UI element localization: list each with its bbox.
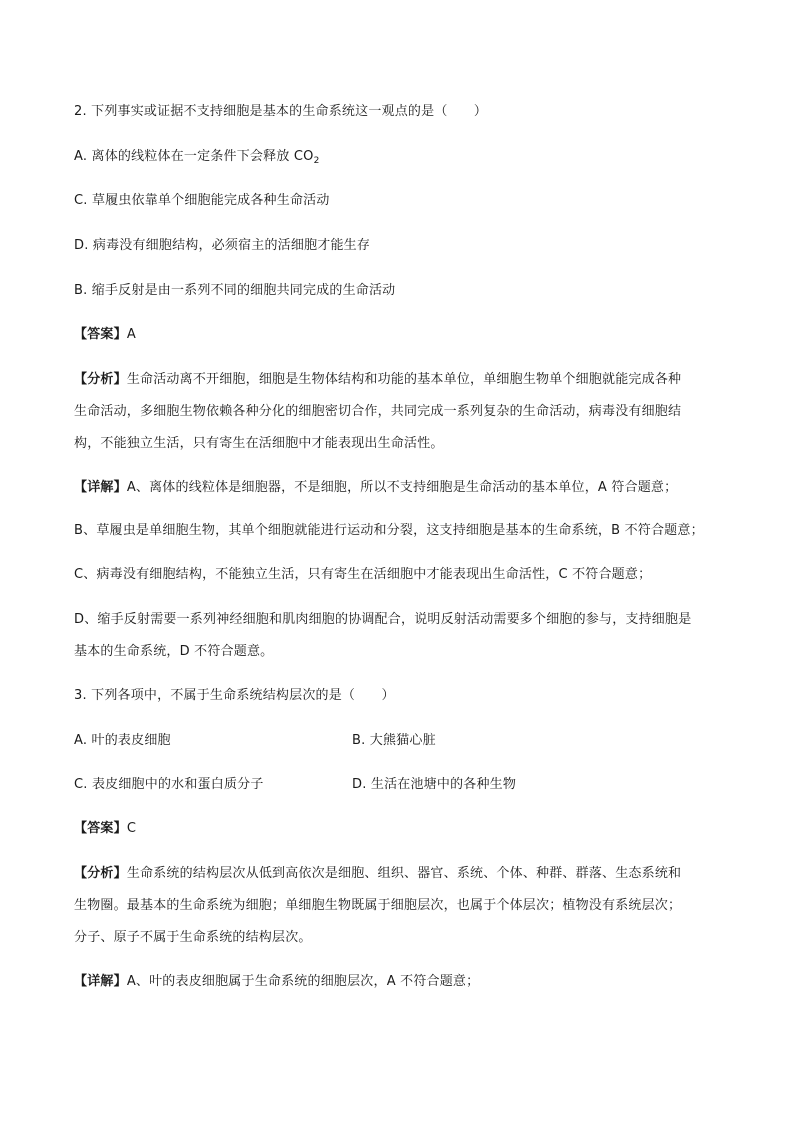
q2-detail-a-text: A、离体的线粒体是细胞器，不是细胞，所以不支持细胞是生命活动的基本单位，A 符合题意； [126,480,678,495]
q2-detail-d-line-1: D、缩手反射需要一系列神经细胞和肌肉细胞的协调配合，说明反射活动需要多个细胞的参与，支持细胞是 [74,612,692,627]
q2-answer-tag: 【答案】 [74,327,127,342]
q3-option-a: A. 叶的表皮细胞 [74,733,171,748]
q3-option-d: D. 生活在池塘中的各种生物 [352,777,517,792]
q2-option-b: B. 缩手反射是由一系列不同的细胞共同完成的生命活动 [74,283,396,298]
q3-answer-tag: 【答案】 [74,821,127,836]
q2-detail-b: B、草履虫是单细胞生物，其单个细胞就能进行运动和分裂，这支持细胞是基本的生命系统，B 不符合题意； [74,523,704,538]
q2-detail-tag: 【详解】 [74,480,127,495]
q2-analysis-line-2: 生命活动，多细胞生物依赖各种分化的细胞密切合作，共同完成一系列复杂的生命活动，病毒没有细胞结 [74,404,682,419]
q2-option-d: D. 病毒没有细胞结构，必须宿主的活细胞才能生存 [74,238,371,253]
q3-analysis-line-3: 分子、原子不属于生命系统的结构层次。 [74,930,312,945]
q3-option-c: C. 表皮细胞中的水和蛋白质分子 [74,777,264,792]
q2-analysis-text-1: 生命活动离不开细胞，细胞是生物体结构和功能的基本单位，单细胞生物单个细胞就能完成各种 [126,372,682,387]
q2-detail-a [74,479,677,497]
q2-option-a-subscript: 2 [313,156,320,166]
q2-analysis-line-1 [74,371,681,389]
q2-option-c: C. 草履虫依靠单个细胞能完成各种生命活动 [74,193,330,208]
q2-analysis-tag: 【分析】 [74,372,127,387]
q2-analysis-line-3: 构，不能独立生活，只有寄生在活细胞中才能表现出生命活性。 [74,436,444,451]
q3-answer [74,820,136,838]
q2-detail-d-line-2: 基本的生命系统，D 不符合题意。 [74,644,274,659]
q3-answer-value: C [126,821,137,836]
q3-analysis-line-1 [74,865,681,883]
q2-answer [74,326,136,344]
q2-option-a [74,148,320,166]
q3-detail-a [74,973,479,991]
q3-detail-a-text: A、叶的表皮细胞属于生命系统的细胞层次，A 不符合题意； [126,974,480,989]
q2-detail-c: C、病毒没有细胞结构，不能独立生活，只有寄生在活细胞中才能表现出生命活性，C 不符合题意； [74,567,652,582]
q2-stem: 2. 下列事实或证据不支持细胞是基本的生命系统这一观点的是（ ） [74,104,488,119]
q3-analysis-text-1: 生命系统的结构层次从低到高依次是细胞、组织、器官、系统、个体、种群、群落、生态系统和 [126,866,682,881]
q2-answer-value: A [126,327,136,342]
q2-option-a-text: A. 离体的线粒体在一定条件下会释放 CO [74,149,314,164]
q3-detail-tag: 【详解】 [74,974,127,989]
q3-stem: 3. 下列各项中，不属于生命系统结构层次的是（ ） [74,688,395,703]
q3-option-b: B. 大熊猫心脏 [352,733,436,748]
q3-analysis-line-2: 生物圈。最基本的生命系统为细胞；单细胞生物既属于细胞层次，也属于个体层次；植物没有系统层次； [74,898,682,913]
q3-analysis-tag: 【分析】 [74,866,127,881]
